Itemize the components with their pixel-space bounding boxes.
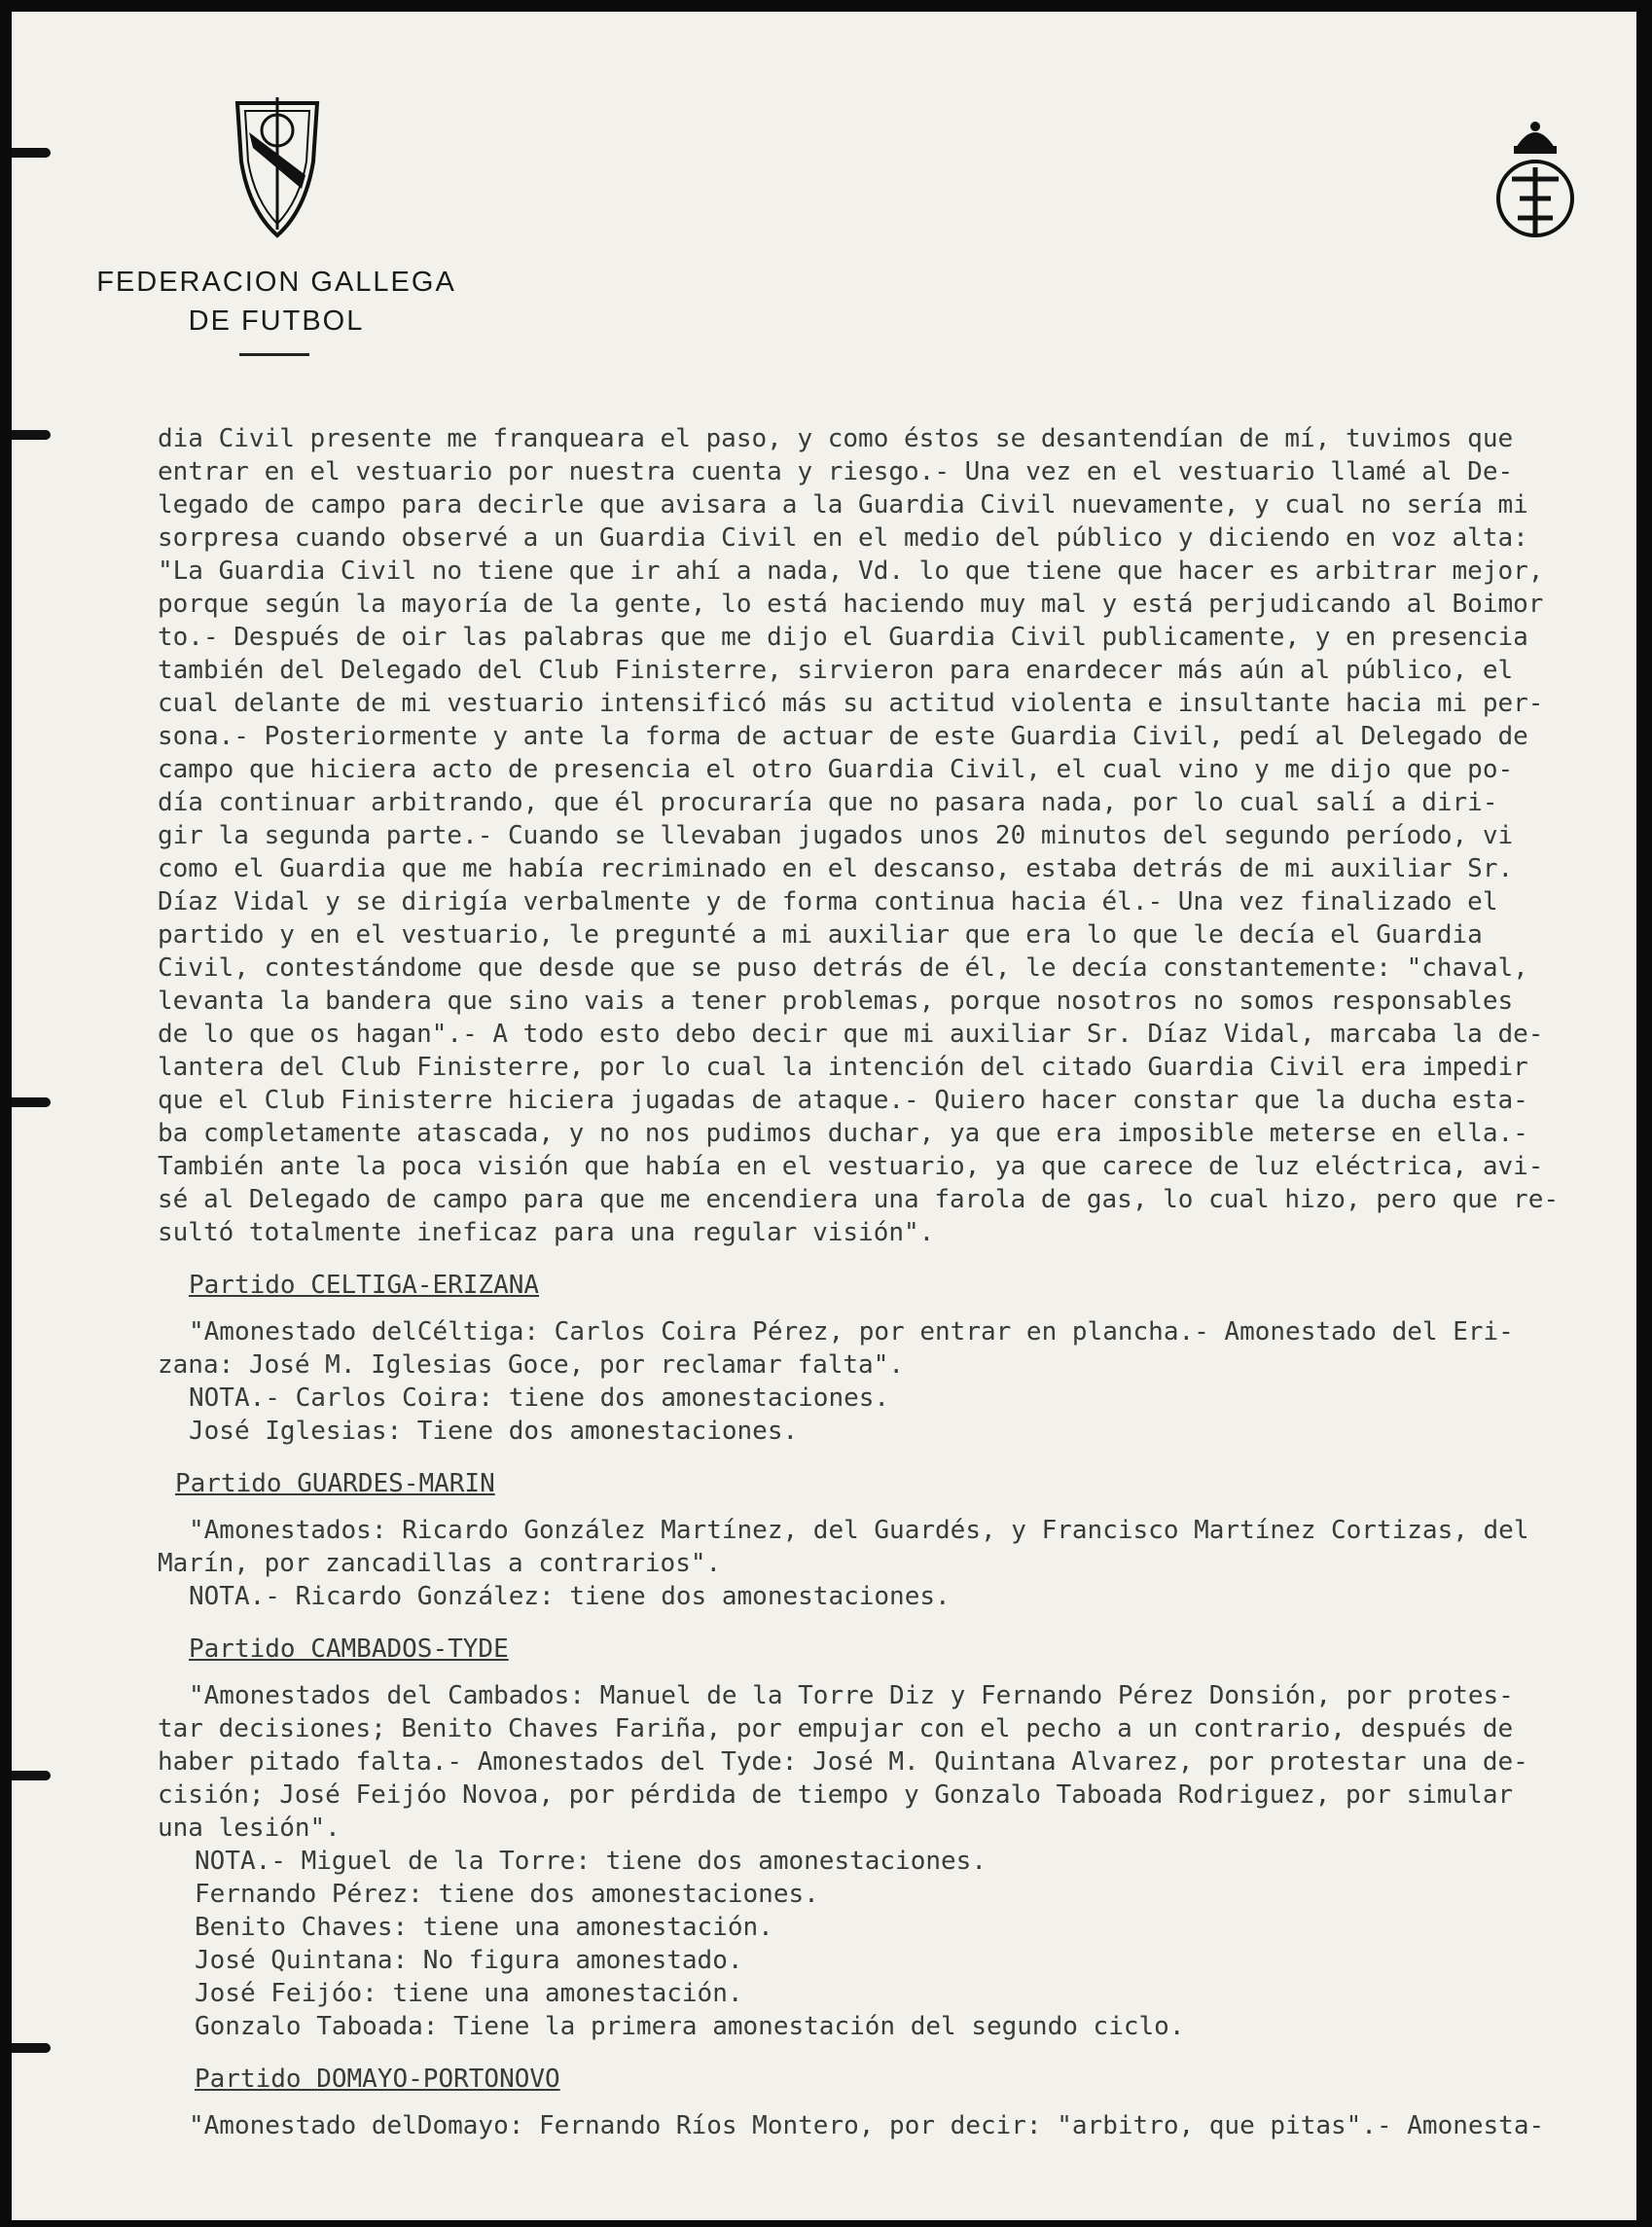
text-line: lantera del Club Finisterre, por lo cual la intención del citado Guardia Civil era impedir bbox=[158, 1053, 1528, 1082]
match-section-guardes-marin bbox=[158, 1448, 1617, 1613]
match-title: Partido GUARDES-MARIN bbox=[175, 1469, 495, 1498]
note-line: Fernando Pérez: tiene dos amonestaciones. bbox=[195, 1880, 819, 1909]
organization-name bbox=[82, 263, 471, 341]
text-line: ba completamente atascada, y no nos pudimos duchar, ya que era imposible meterse en ella.- bbox=[158, 1119, 1528, 1148]
note-line: Benito Chaves: tiene una amonestación. bbox=[195, 1913, 773, 1942]
text-line: zana: José M. Iglesias Goce, por reclamar falta". bbox=[158, 1350, 905, 1380]
text-line: levanta la bandera que sino vais a tener problemas, porque nosotros no somos responsables bbox=[158, 987, 1514, 1016]
text-line: haber pitado falta.- Amonestados del Tyde: José M. Quintana Alvarez, por protestar una de- bbox=[158, 1747, 1528, 1777]
text-line: como el Guardia que me había recriminado en el descanso, estaba detrás de mi auxiliar Sr. bbox=[158, 854, 1514, 883]
text-line: de lo que os hagan".- A todo esto debo decir que mi auxiliar Sr. Díaz Vidal, marcaba la de- bbox=[158, 1020, 1544, 1049]
match-section-domayo-portonovo bbox=[158, 2043, 1617, 2142]
note-line: NOTA.- Miguel de la Torre: tiene dos amonestaciones. bbox=[195, 1847, 987, 1876]
text-line: "Amonestado delDomayo: Fernando Ríos Montero, por decir: "arbitro, que pitas".- Amonesta- bbox=[189, 2111, 1545, 2140]
note-line: Gonzalo Taboada: Tiene la primera amonestación del segundo ciclo. bbox=[195, 2012, 1185, 2041]
note-line: José Quintana: No figura amonestado. bbox=[195, 1946, 743, 1975]
binder-hole bbox=[12, 1097, 51, 1107]
document-page bbox=[12, 12, 1636, 2220]
text-line: tar decisiones; Benito Chaves Fariña, por empujar con el pecho a un contrario, después de bbox=[158, 1714, 1514, 1743]
match-section-celtiga-erizana bbox=[158, 1249, 1617, 1448]
text-line: cual delante de mi vestuario intensificó más su actitud violenta e insultante hacia mi per- bbox=[158, 689, 1544, 718]
report-body bbox=[158, 422, 1617, 2142]
match-title: Partido DOMAYO-PORTONOVO bbox=[195, 2065, 560, 2094]
text-line: También ante la poca visión que había en el vestuario, ya que carece de luz eléctrica, avi- bbox=[158, 1152, 1544, 1181]
binder-hole bbox=[12, 148, 51, 158]
text-line: una lesión". bbox=[158, 1814, 341, 1843]
text-line: "Amonestados del Cambados: Manuel de la Torre Diz y Fernando Pérez Donsión, por protes- bbox=[189, 1681, 1514, 1710]
org-name-line2: DE FUTBOL bbox=[188, 305, 365, 337]
binder-hole bbox=[12, 1771, 51, 1780]
text-line: Díaz Vidal y se dirigía verbalmente y de forma continua hacia él.- Una vez finalizado el bbox=[158, 887, 1498, 916]
text-line: sultó totalmente ineficaz para una regular visión". bbox=[158, 1218, 935, 1247]
text-line: gir la segunda parte.- Cuando se llevaban jugados unos 20 minutos del segundo período, vi bbox=[158, 821, 1514, 850]
match-title: Partido CAMBADOS-TYDE bbox=[189, 1634, 509, 1664]
note-line: NOTA.- Carlos Coira: tiene dos amonestaciones. bbox=[189, 1383, 890, 1413]
text-line: cisión; José Feijóo Novoa, por pérdida de tiempo y Gonzalo Taboada Rodriguez, por simular bbox=[158, 1780, 1514, 1810]
text-line: sé al Delegado de campo para que me encendiera una farola de gas, lo cual hizo, pero que re- bbox=[158, 1185, 1560, 1214]
note-line: José Iglesias: Tiene dos amonestaciones. bbox=[189, 1417, 799, 1446]
federation-shield-logo bbox=[232, 93, 323, 239]
text-line: sorpresa cuando observé a un Guardia Civil en el medio del público y diciendo en voz alta: bbox=[158, 523, 1528, 553]
text-line: dia Civil presente me franqueara el paso, y como éstos se desantendían de mí, tuvimos que bbox=[158, 424, 1514, 453]
text-line: porque según la mayoría de la gente, lo está haciendo muy mal y está perjudicando al Boimor bbox=[158, 590, 1544, 619]
royal-crest-logo bbox=[1490, 119, 1580, 245]
text-line: entrar en el vestuario por nuestra cuenta y riesgo.- Una vez en el vestuario llamé al De- bbox=[158, 457, 1514, 486]
text-line: "Amonestados: Ricardo González Martínez, del Guardés, y Francisco Martínez Cortizas, del bbox=[189, 1516, 1529, 1545]
match-section-cambados-tyde bbox=[158, 1613, 1617, 2043]
text-line: to.- Después de oir las palabras que me dijo el Guardia Civil publicamente, y en presencia bbox=[158, 623, 1528, 652]
match-title: Partido CELTIGA-ERIZANA bbox=[189, 1271, 540, 1300]
text-line: legado de campo para decirle que avisara a la Guardia Civil nuevamente, y cual no sería mi bbox=[158, 490, 1528, 520]
text-line: día continuar arbitrando, que él procuraría que no pasara nada, por lo cual salí a diri- bbox=[158, 788, 1498, 817]
intro-paragraph bbox=[158, 422, 1617, 1249]
text-line: "La Guardia Civil no tiene que ir ahí a nada, Vd. lo que tiene que hacer es arbitrar mejor, bbox=[158, 557, 1544, 586]
text-line: también del Delegado del Club Finisterre, sirvieron para enardecer más aún al público, el bbox=[158, 656, 1514, 685]
text-line: "Amonestado delCéltiga: Carlos Coira Pérez, por entrar en plancha.- Amonestado del Eri- bbox=[189, 1317, 1514, 1347]
org-name-line1: FEDERACION GALLEGA bbox=[96, 267, 456, 298]
note-line: José Feijóo: tiene una amonestación. bbox=[195, 1979, 743, 2008]
binder-hole bbox=[12, 430, 51, 440]
text-line: Marín, por zancadillas a contrarios". bbox=[158, 1549, 722, 1578]
text-line: sona.- Posteriormente y ante la forma de actuar de este Guardia Civil, pedí al Delegado de bbox=[158, 722, 1528, 751]
text-line: que el Club Finisterre hiciera jugadas de ataque.- Quiero hacer constar que la ducha esta- bbox=[158, 1086, 1528, 1115]
binder-hole bbox=[12, 2043, 51, 2053]
text-line: campo que hiciera acto de presencia el otro Guardia Civil, el cual vino y me dijo que po- bbox=[158, 755, 1514, 784]
text-line: partido y en el vestuario, le pregunté a mi auxiliar que era lo que le decía el Guardia bbox=[158, 920, 1483, 950]
header-underline bbox=[239, 353, 309, 356]
text-line: Civil, contestándome que desde que se puso detrás de él, le decía constantemente: "chaval, bbox=[158, 953, 1528, 983]
note-line: NOTA.- Ricardo González: tiene dos amonestaciones. bbox=[189, 1582, 951, 1611]
